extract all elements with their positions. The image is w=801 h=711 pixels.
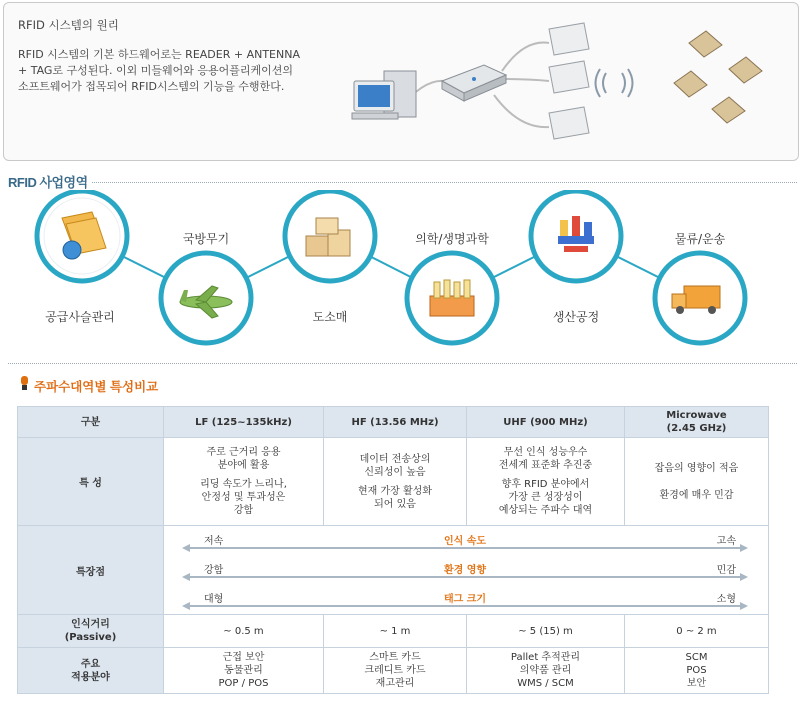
business-label-logistics: 물류/운송 [674, 232, 726, 246]
business-label-retail: 도소매 [312, 310, 348, 324]
double-arrow-icon [182, 544, 748, 552]
cell-hf-applications [324, 648, 467, 694]
bullet-icon [20, 376, 29, 391]
cell-line: 가장 큰 성장성이 [508, 492, 583, 503]
cell-line: 스마트 카드 [369, 652, 421, 663]
arrow-left-label: 저속 [204, 536, 224, 547]
double-arrow-icon [182, 573, 748, 581]
cell-hf-characteristics [324, 438, 467, 526]
cell-uhf-applications [467, 648, 625, 694]
cell-line: 적용분야 [71, 671, 110, 683]
cell-line: 환경에 매우 민감 [659, 489, 734, 501]
arrow-right-label: 소형 [716, 594, 736, 605]
cell-line: 무선 인식 성능우수 [503, 447, 588, 458]
arrow-row-recognition-speed [182, 532, 748, 554]
header-lf: LF (125~135kHz) [164, 407, 324, 438]
cell-line: POS [686, 665, 707, 676]
arrow-center-label: 인식 속도 [443, 536, 487, 547]
intro-line: + TAG로 구성된다. 이외 미들웨어와 응용어플리케이션의 [18, 64, 294, 77]
business-label-defense: 국방무기 [182, 232, 230, 246]
cell-line: POP / POS [218, 678, 269, 689]
divider [92, 182, 797, 183]
cell-uhf-range: ~ 5 (15) m [467, 615, 625, 648]
row-label-characteristics: 특 성 [18, 438, 164, 526]
cell-line: Pallet 추적관리 [510, 652, 581, 663]
header-microwave: Microwave (2.45 GHz) [625, 407, 769, 438]
cell-line: 현재 가장 활성화 [358, 485, 432, 497]
business-connector-lines [0, 190, 801, 360]
arrow-right-label: 민감 [716, 565, 736, 576]
business-areas [0, 190, 801, 360]
cell-uhf-characteristics [467, 438, 625, 526]
cell-line: 보안 [686, 678, 707, 689]
business-label-production: 생산공정 [552, 310, 600, 324]
cell-line: WMS / SCM [517, 678, 574, 689]
cell-line: (Passive) [64, 632, 117, 643]
cell-lf-characteristics [164, 438, 324, 526]
cell-line: SCM [685, 652, 708, 663]
arrow-center-label: 환경 영향 [443, 565, 487, 576]
arrow-row-environment [182, 561, 748, 583]
cell-line: 근접 보안 [222, 652, 265, 663]
intro-title: RFID 시스템의 원리 [18, 18, 119, 32]
cell-lf-range: ~ 0.5 m [164, 615, 324, 648]
business-section-title: RFID 사업영역 [8, 175, 88, 190]
business-label-medical: 의학/생명과학 [415, 232, 489, 246]
frequency-comparison-table [17, 406, 769, 694]
cell-hf-range: ~ 1 m [324, 615, 467, 648]
header-uhf: UHF (900 MHz) [467, 407, 625, 438]
cell-line: 주요 [80, 658, 101, 670]
table-row-characteristics [18, 438, 769, 526]
double-arrow-icon [182, 602, 748, 610]
intro-text [18, 47, 336, 95]
cell-line: 향후 RFID 분야에서 [501, 479, 590, 490]
arrow-left-label: 강함 [204, 565, 224, 576]
business-label-supply-chain: 공급사슬관리 [45, 310, 115, 324]
header-hf: HF (13.56 MHz) [324, 407, 467, 438]
cell-line: 재고관리 [375, 678, 415, 689]
cell-line: 크레디트 카드 [364, 665, 426, 676]
cell-line: 데이터 전송상의 [359, 453, 431, 465]
row-label-applications [18, 648, 164, 694]
cell-line: 분야에 활용 [217, 460, 270, 471]
table-row-range [18, 615, 769, 648]
cell-microwave-applications [625, 648, 769, 694]
table-row-features [18, 526, 769, 615]
intro-line: RFID 시스템의 기본 하드웨어로는 READER + ANTENNA [18, 48, 300, 61]
divider [8, 363, 797, 364]
intro-line: 소프트웨어가 접목되어 RFID시스템의 기능을 수행한다. [18, 80, 285, 93]
features-cell [164, 526, 769, 615]
rfid-principle-box [3, 2, 799, 161]
computer-icon [352, 71, 416, 119]
cell-line: 주로 근거리 응용 [206, 447, 281, 458]
cell-line: 전세계 표준화 추진중 [498, 460, 593, 471]
rfid-system-diagram [344, 9, 794, 157]
row-label-range [18, 615, 164, 648]
arrow-left-label: 대형 [204, 594, 224, 605]
antenna-icon [549, 23, 589, 139]
cell-line: 리딩 속도가 느리나, [200, 479, 287, 490]
arrow-row-tag-size [182, 590, 748, 612]
row-label-features: 특장점 [18, 526, 164, 615]
table-header-row [18, 407, 769, 438]
cell-microwave-range: 0 ~ 2 m [625, 615, 769, 648]
cell-line: 의약품 관리 [519, 665, 572, 676]
cell-line: 동물관리 [224, 665, 263, 676]
tag-icon [674, 31, 762, 123]
cell-line: 되어 있음 [374, 498, 416, 510]
cell-lf-applications [164, 648, 324, 694]
cell-line: 안정성 및 투과성은 [201, 492, 286, 503]
table-row-applications [18, 648, 769, 694]
cell-line: 강함 [233, 505, 254, 516]
reader-icon [442, 65, 506, 101]
cell-microwave-characteristics [625, 438, 769, 526]
arrow-center-label: 태그 크기 [443, 594, 487, 605]
arrow-right-label: 고속 [716, 536, 736, 547]
cell-line: 예상되는 주파수 대역 [498, 505, 593, 516]
cell-line: 인식거리 [71, 619, 110, 630]
header-category: 구분 [18, 407, 164, 438]
cell-line: 잡음의 영향이 적음 [654, 462, 739, 474]
cell-line: 신뢰성이 높음 [364, 466, 426, 478]
comparison-title: 주파수대역별 특성비교 [34, 380, 159, 394]
radio-wave-icon [596, 69, 633, 97]
